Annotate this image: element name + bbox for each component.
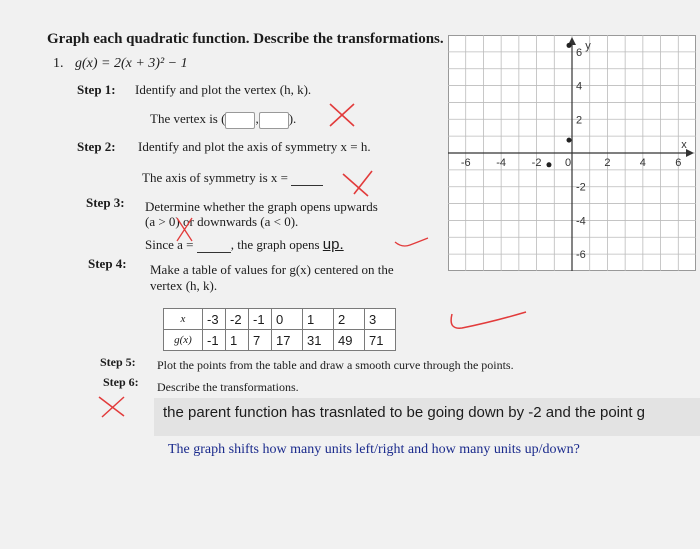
x-tick-label: -4: [496, 157, 507, 169]
x-axis-label: x: [681, 139, 687, 151]
table-cell[interactable]: 17: [272, 330, 303, 351]
table-cell[interactable]: 7: [249, 330, 272, 351]
axis-prefix: The axis of symmetry is x =: [142, 170, 288, 185]
y-tick-label: -2: [576, 181, 586, 194]
step5-label: Step 5:: [100, 355, 136, 369]
vertex-h-input[interactable]: [225, 112, 255, 129]
worksheet-title: Graph each quadratic function. Describe the transformations.: [47, 31, 444, 47]
step3-line2: (a > 0) or downwards (a < 0).: [145, 214, 299, 229]
table-cell[interactable]: -2: [226, 309, 249, 330]
table-row-gx: [164, 330, 396, 351]
table-cell[interactable]: 31: [303, 330, 334, 351]
table-header-gx: g(x): [164, 330, 203, 351]
y-tick-label: -6: [576, 249, 586, 262]
x-tick-label: -2: [531, 157, 542, 169]
since-line: [145, 236, 344, 253]
follow-up-question: The graph shifts how many units left/right and how many units up/down?: [168, 442, 580, 457]
step6-label: Step 6:: [103, 375, 139, 389]
step4-line2: vertex (h, k).: [150, 278, 218, 293]
step5-instruction: Plot the points from the table and draw a smooth curve through the points.: [157, 358, 514, 372]
vertex-prefix: The vertex is (: [150, 111, 226, 126]
step1-label: Step 1:: [77, 82, 116, 97]
student-answer[interactable]: the parent function has trasnlated to be going down by -2 and the point g: [163, 404, 646, 421]
x-tick-label: 4: [639, 157, 646, 169]
wrong-mark-axis-icon: [340, 168, 376, 200]
a-value-input[interactable]: [197, 238, 231, 253]
table-cell[interactable]: 3: [365, 309, 396, 330]
since-prefix: Since a =: [145, 237, 194, 252]
step3-line1: Determine whether the graph opens upwards: [145, 199, 378, 214]
x-tick-label: -6: [460, 157, 471, 169]
table-cell[interactable]: 1: [226, 330, 249, 351]
coordinate-grid[interactable]: [448, 35, 696, 271]
plotted-point: [567, 138, 572, 143]
y-tick-label: -4: [576, 215, 586, 228]
check-mark-table-icon: [446, 304, 530, 336]
plotted-point: [546, 162, 551, 167]
y-axis-label: y: [585, 40, 591, 52]
y-tick-label: 6: [576, 46, 583, 59]
table-cell[interactable]: 2: [334, 309, 365, 330]
problem-number: 1.: [53, 56, 64, 71]
y-tick-label: 4: [576, 80, 583, 93]
vertex-suffix: ).: [288, 111, 297, 126]
wrong-mark-vertex-icon: [326, 100, 360, 130]
step4-label: Step 4:: [88, 256, 127, 271]
plotted-point: [567, 43, 572, 48]
x-tick-label: 6: [675, 157, 682, 169]
step2-instruction: Identify and plot the axis of symmetry x = h.: [138, 139, 371, 154]
step3-label: Step 3:: [86, 195, 125, 210]
x-tick-label: 0: [564, 157, 572, 169]
step2-label: Step 2:: [77, 139, 116, 154]
axis-input[interactable]: [291, 171, 323, 186]
check-mark-opens-icon: [392, 234, 432, 250]
table-cell[interactable]: -1: [203, 330, 226, 351]
vertex-k-input[interactable]: [259, 112, 289, 129]
since-suffix: , the graph opens: [230, 237, 320, 252]
table-row-x: [164, 309, 396, 330]
y-tick-label: 2: [576, 114, 583, 127]
step6-instruction: Describe the transformations.: [157, 380, 299, 394]
problem-function: g(x) = 2(x + 3)² − 1: [75, 56, 188, 71]
table-cell[interactable]: 71: [365, 330, 396, 351]
values-table: [163, 308, 396, 351]
x-tick-label: 2: [604, 157, 611, 169]
table-cell[interactable]: 49: [334, 330, 365, 351]
table-cell[interactable]: -3: [203, 309, 226, 330]
axis-line: [142, 170, 323, 186]
problem-line: [53, 56, 188, 72]
table-cell[interactable]: 0: [272, 309, 303, 330]
table-cell[interactable]: 1: [303, 309, 334, 330]
step1-instruction: Identify and plot the vertex (h, k).: [135, 82, 312, 97]
vertex-line: [150, 111, 296, 129]
table-header-x: x: [164, 309, 203, 330]
vertex-separator: ,: [255, 111, 259, 126]
table-cell[interactable]: -1: [249, 309, 272, 330]
opens-answer: up.: [322, 236, 344, 253]
wrong-mark-step6-icon: [96, 394, 128, 420]
step4-line1: Make a table of values for g(x) centered on the: [150, 262, 394, 277]
